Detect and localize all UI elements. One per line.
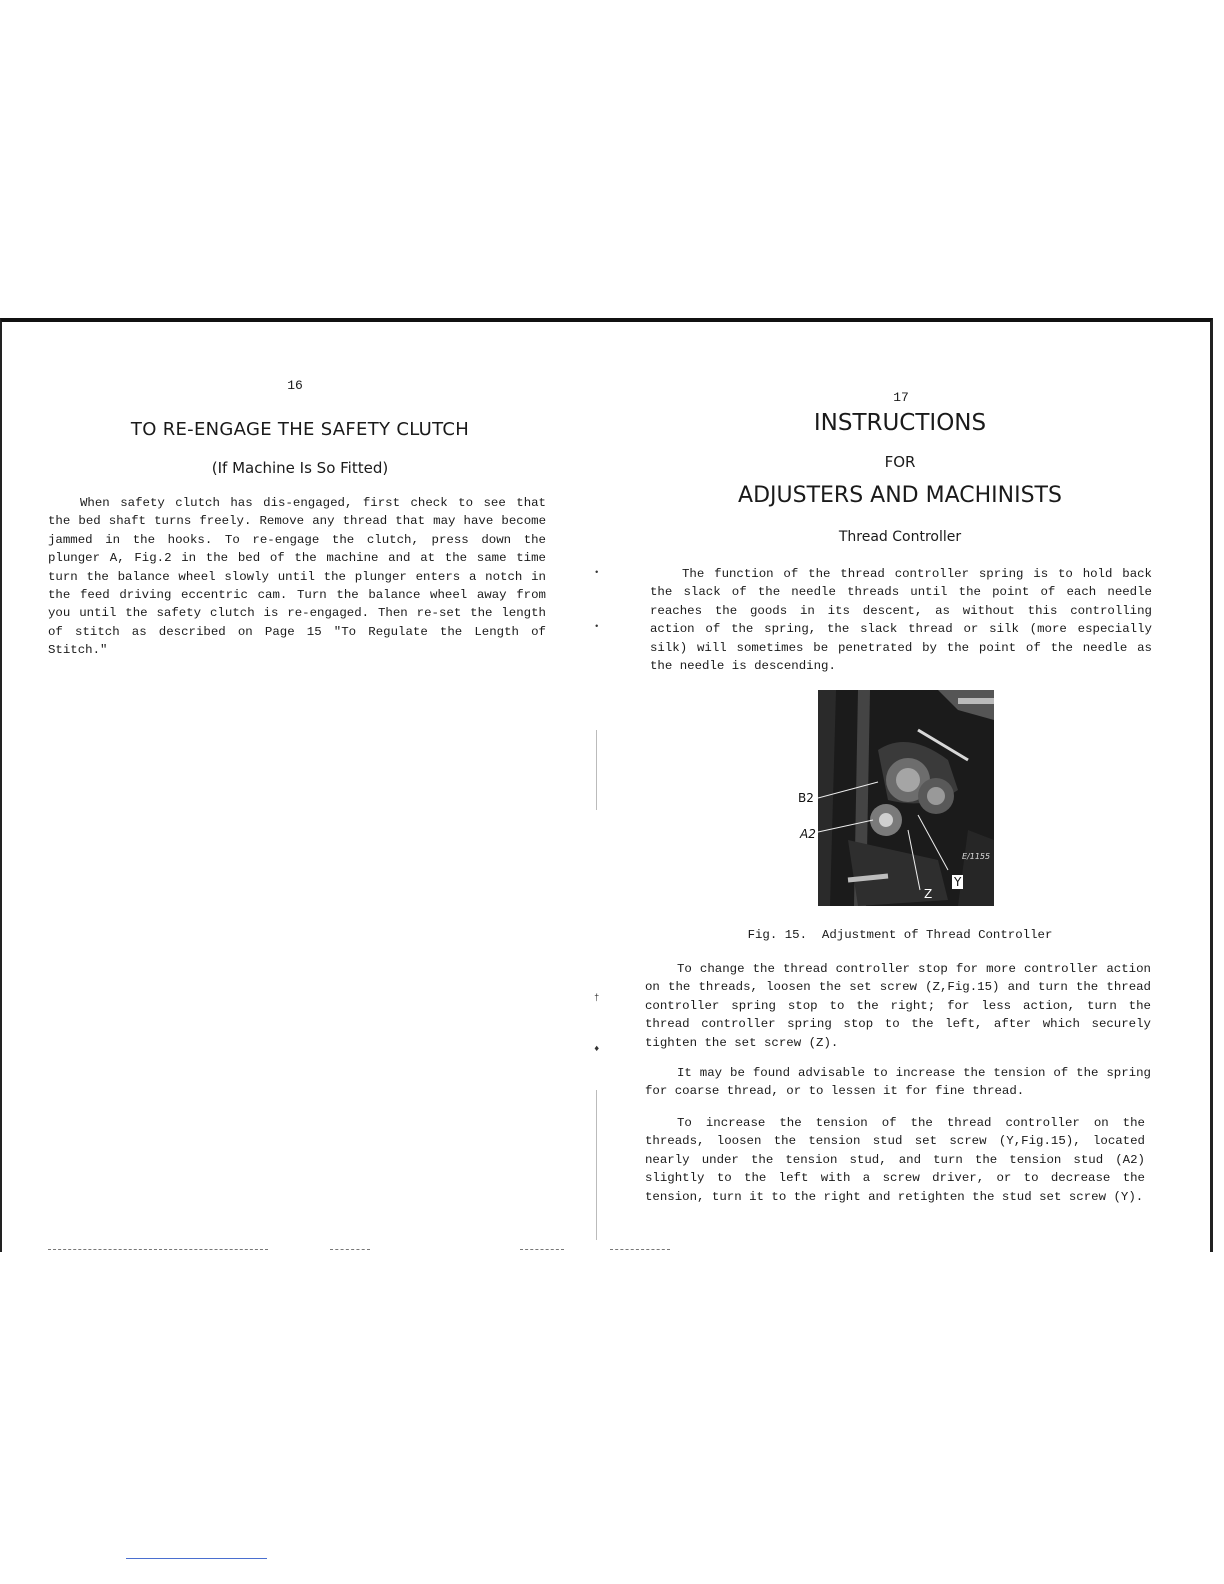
scan-artifact <box>520 1249 564 1251</box>
gutter-line <box>596 1090 597 1240</box>
hyperlink-underline <box>126 1558 267 1559</box>
thread-controller-illustration <box>818 690 994 906</box>
scan-artifact <box>48 1249 268 1251</box>
figure-code: E/1155 <box>962 852 991 861</box>
figure-label-y: Y <box>954 875 962 889</box>
gutter-mark: • <box>594 622 600 632</box>
figure-label-z: Z <box>924 887 933 901</box>
gutter-mark: • <box>594 568 600 578</box>
scan-artifact <box>610 1249 670 1251</box>
section-heading: Thread Controller <box>838 529 962 545</box>
page-number-left: 16 <box>287 378 303 393</box>
figure-caption: Fig. 15. Adjustment of Thread Controller <box>747 928 1053 942</box>
thread-controller-photo <box>818 690 994 906</box>
right-page-paragraph-1: The function of the thread controller spring is to hold back the slack of the needle threads until the point of each needle reaches the goods in its descent, as without this controlling action of the spring, the slack thread or silk (more especially silk) will sometimes be penetrated by the point of the needle as the needle is descending. <box>650 567 1152 674</box>
page-number-right: 17 <box>893 390 909 405</box>
figure-label-a2: A2 <box>800 827 816 841</box>
gutter-mark: † <box>594 993 600 1003</box>
figure-label-b2: B2 <box>798 791 814 805</box>
left-page-title: TO RE-ENGAGE THE SAFETY CLUTCH <box>130 419 470 440</box>
right-page-title-for: FOR <box>884 453 916 471</box>
right-page-title-subject: ADJUSTERS AND MACHINISTS <box>738 483 1062 508</box>
right-page-title: INSTRUCTIONS <box>813 410 987 436</box>
gutter-mark: ♦ <box>594 1044 600 1054</box>
left-page-paragraph: When safety clutch has dis-engaged, first check to see that the bed shaft turns freely. Remove any thread that may have become jammed in the hooks. To re-engage the clutch, press down the plunger A, Fig.2 in the bed of the machine and at the same time turn the balance wheel slowly until the plunger enters a notch in the feed driving eccentric cam. Turn the balance wheel away from you until the safety clutch is re-engaged. Then re-set the length of stitch as described on Page 15 "To Regulate the Length of Stitch." <box>48 496 546 658</box>
right-page-paragraph-2: To change the thread controller stop for more controller action on the threads, loosen the set screw (Z,Fig.15) and turn the thread controller spring stop to the right; for less action, turn the thread controller spring stop to the left, after which securely tighten the set screw (Z). <box>645 962 1151 1050</box>
scan-artifact <box>330 1249 370 1251</box>
gutter-line <box>596 730 597 810</box>
right-page-paragraph-3: It may be found advisable to increase the tension of the spring for coarse thread, or to lessen it for fine thread. <box>645 1066 1151 1099</box>
left-page-subtitle: (If Machine Is So Fitted) <box>211 459 389 477</box>
right-page-paragraph-4: To increase the tension of the thread controller on the threads, loosen the tension stud set screw (Y,Fig.15), located nearly under the tension stud, and turn the tension stud (A2) slightly to the left with a screw driver, or to decrease the tension, turn it to the right and retighten the stud set screw (Y). <box>645 1116 1145 1204</box>
